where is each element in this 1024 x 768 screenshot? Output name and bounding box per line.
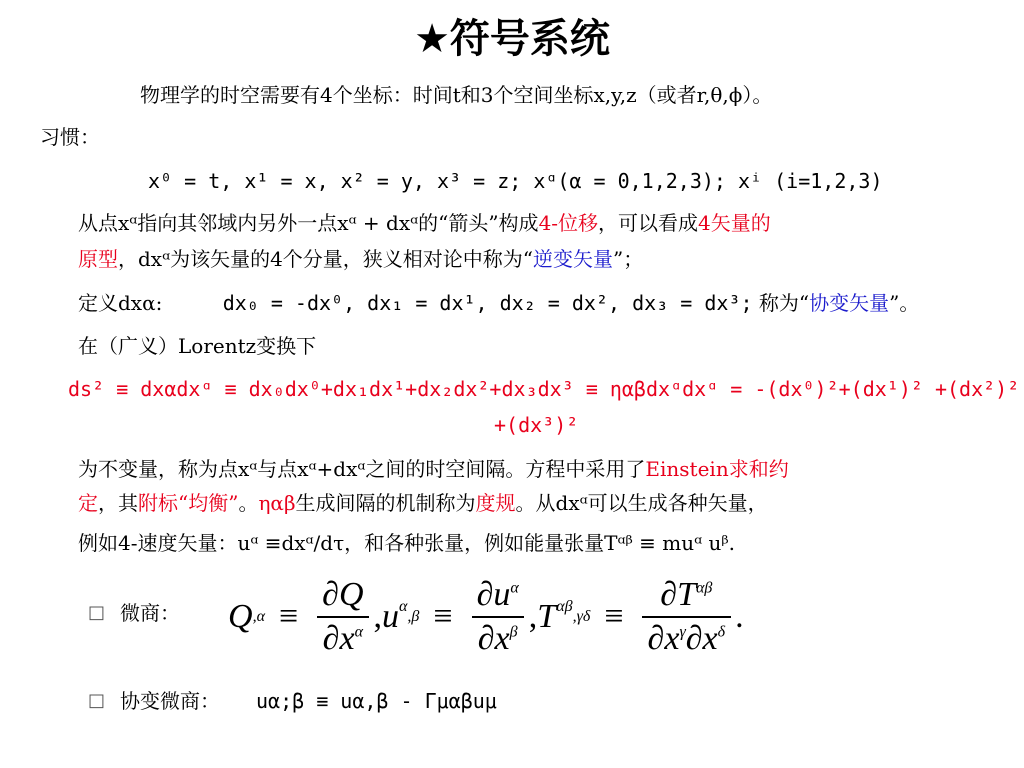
coordinate-definitions: x⁰ = t, x¹ = x, x² = y, x³ = z; xᵅ(α = 0,1,2,3); xⁱ (i=1,2,3) xyxy=(148,169,883,193)
paragraph-invariant-line-3: 例如4-速度矢量：uᵅ ≡dxᵅ/dτ，和各种张量，例如能量张量Tᵅᵝ ≡ muᵅ uᵝ. xyxy=(78,531,735,555)
text: 定义dxα: xyxy=(78,291,163,315)
highlight-contravariant: 逆变矢量 xyxy=(533,247,614,271)
highlight-index-balance: 附标“均衡” xyxy=(138,491,239,515)
intro-line-1: 物理学的时空需要有4个坐标：时间t和3个空间坐标x,y,z（或者r,θ,ϕ）。 xyxy=(140,83,773,107)
highlight-eta: ηαβ xyxy=(258,491,296,515)
text: 从点xᵅ指向其邻域内另外一点xᵅ + dxᵅ的“箭头”构成 xyxy=(78,211,539,235)
interval-equation-line-2: +(dx³)² xyxy=(494,413,579,437)
highlight-prototype: 原型 xyxy=(78,247,118,271)
text: 。从dxᵅ可以生成各种矢量， xyxy=(515,491,768,515)
bullet-icon: □ xyxy=(88,602,106,623)
highlight-einstein-summation: Einstein求和约 xyxy=(645,457,789,481)
text: 为不变量，称为点xᵅ与点xᵅ+dxᵅ之间的时空间隔。方程中采用了 xyxy=(78,457,646,481)
covariant-derivative-formula: uα;β ≡ uα,β - Γμαβuμ xyxy=(256,689,497,713)
text: ”； xyxy=(613,247,644,271)
covariant-derivative-label: 协变微商： xyxy=(120,689,220,713)
bullet-icon: □ xyxy=(88,690,106,711)
text: ，dxᵅ为该矢量的4个分量，狭义相对论中称为“ xyxy=(118,247,534,271)
highlight-covariant: 协变矢量 xyxy=(809,291,890,315)
text: 生成间隔的机制称为 xyxy=(295,491,476,515)
lorentz-line: 在（广义）Lorentz变换下 xyxy=(78,334,317,358)
paragraph-invariant-line-2 xyxy=(78,490,768,516)
highlight-4-displacement: 4-位移 xyxy=(538,211,599,235)
text: ，其 xyxy=(98,491,138,515)
highlight-4-vector: 4矢量的 xyxy=(698,211,771,235)
text: ，可以看成 xyxy=(598,211,699,235)
covariant-definition xyxy=(78,290,919,316)
text: 称为“ xyxy=(752,291,810,315)
text: 。 xyxy=(238,491,259,515)
paragraph-invariant-line-1 xyxy=(78,456,789,482)
derivative-formula: Q ,α ≡ $\frac{\partial Q}{\partial x^\alpha}$ , u $^\alpha$ ,β ≡ $\frac{\partial u^\alpha}{\partial x^\beta}$ , T $^{\alpha\beta}$ ,γδ ≡ $\frac{\partial T^{\alpha\beta}}{\partial x^\gamma\partial x^\delta}$ . xyxy=(228,576,744,657)
derivative-label: 微商： xyxy=(120,601,180,625)
intro-line-2: 习惯： xyxy=(40,125,100,149)
text: ”。 xyxy=(889,291,920,315)
interval-equation-line-1: ds² ≡ dxαdxᵅ ≡ dx₀dx⁰+dx₁dx¹+dx₂dx²+dx₃dx³ ≡ ηαβdxᵅdxᵅ = -(dx⁰)²+(dx¹)² +(dx²)² xyxy=(68,377,1020,401)
page-title: ★符号系统 xyxy=(414,16,610,62)
paragraph-displacement-line-1 xyxy=(78,210,771,236)
covariant-components: dx₀ = -dx⁰, dx₁ = dx¹, dx₂ = dx², dx₃ = dx³; xyxy=(222,291,753,315)
paragraph-displacement-line-2 xyxy=(78,246,643,272)
highlight-convention: 定 xyxy=(78,491,98,515)
highlight-metric: 度规 xyxy=(475,491,516,515)
